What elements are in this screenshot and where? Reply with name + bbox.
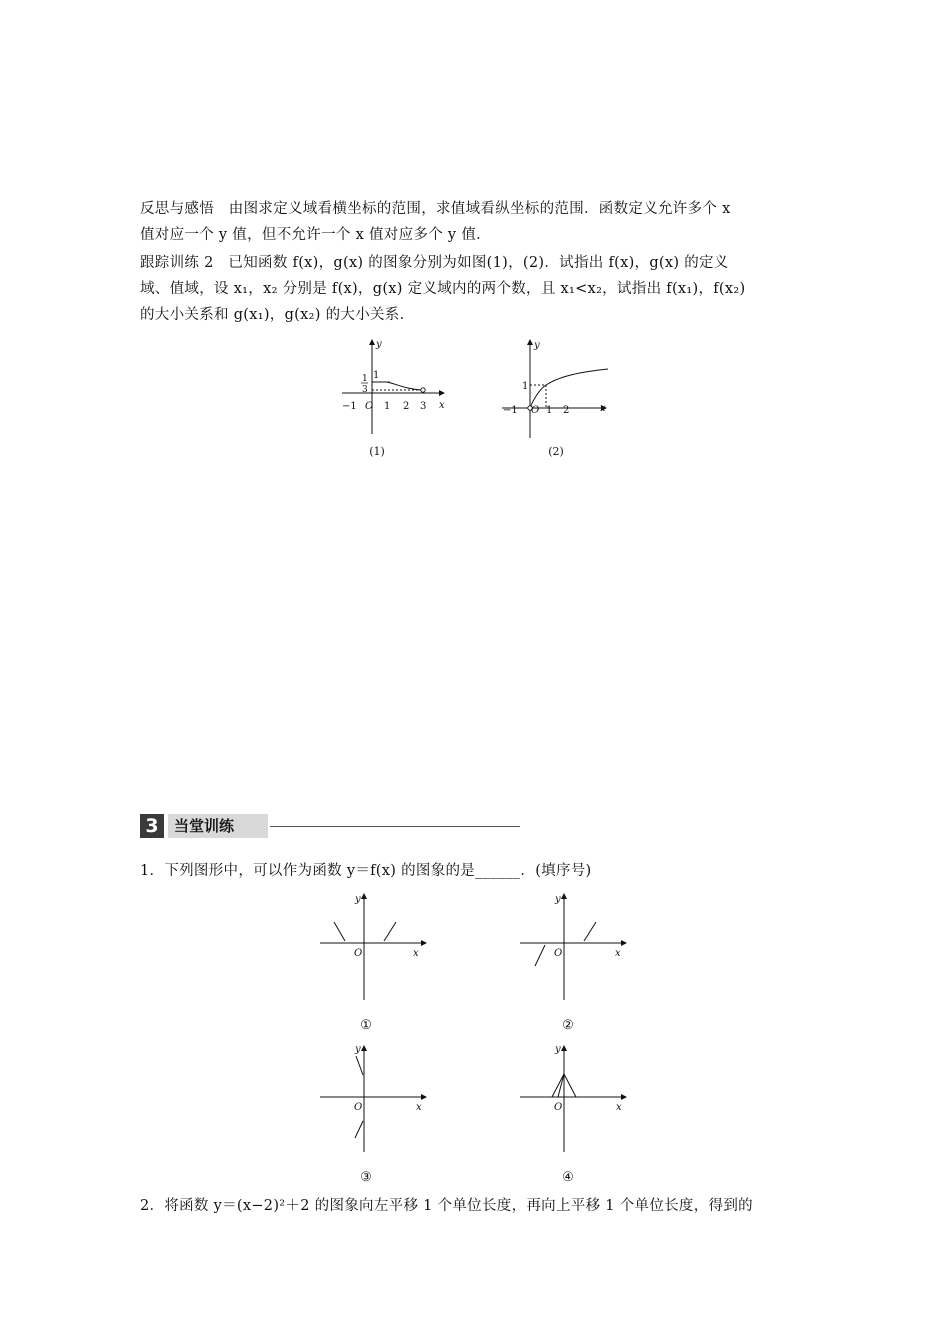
x-axis-label: x xyxy=(600,403,606,414)
tick-3: 3 xyxy=(420,401,427,412)
x-axis-label: x xyxy=(616,1102,622,1113)
y-axis-label: y xyxy=(534,340,540,351)
label-frac-den: 3 xyxy=(362,385,368,395)
origin-label: O xyxy=(554,1102,563,1113)
section-title: 当堂训练 xyxy=(168,814,268,838)
y-axis-label: y xyxy=(355,894,361,905)
tick-neg1: −1 xyxy=(342,401,357,412)
y-axis-label: y xyxy=(355,1044,361,1055)
origin-label: O xyxy=(354,1102,363,1113)
y-axis-label: y xyxy=(376,339,382,350)
graph-segment-right xyxy=(584,922,596,941)
x-axis-label: x xyxy=(413,948,419,959)
graph-segment-upper xyxy=(356,1056,363,1075)
question-1: 1．下列图形中，可以作为函数 y＝f(x) 的图象的是______．(填序号) xyxy=(140,863,592,879)
label-frac-num: 1 xyxy=(362,374,368,384)
label-y1: 1 xyxy=(522,381,529,392)
q1-option-1-graph xyxy=(318,890,430,1002)
open-endpoint xyxy=(421,388,425,392)
reflection-line-1: 反思与感悟 由图求定义域看横坐标的范围，求值域看纵坐标的范围．函数定义允许多个 x xyxy=(140,201,731,217)
y-axis-label: y xyxy=(555,1044,561,1055)
tick-2: 2 xyxy=(403,401,410,412)
q1-option-4-graph xyxy=(518,1042,630,1154)
origin-label: O xyxy=(554,948,563,959)
q1-option-2-label: ② xyxy=(562,1018,574,1033)
figure-1-caption: (1) xyxy=(369,445,385,458)
x-axis-label: x xyxy=(416,1102,422,1113)
reflection-line-2: 值对应一个 y 值，但不允许一个 x 值对应多个 y 值． xyxy=(140,227,491,243)
tick-neg1: −1 xyxy=(503,405,518,416)
graph-segment-lower xyxy=(355,1121,363,1138)
origin-label: O xyxy=(354,948,363,959)
training2-line-3: 的大小关系和 g(x₁)，g(x₂) 的大小关系． xyxy=(140,307,415,323)
q1-option-3-graph xyxy=(318,1042,430,1154)
graph-segment-left xyxy=(535,945,545,966)
q1-option-2-graph xyxy=(518,890,630,1002)
q1-option-1-label: ① xyxy=(360,1018,372,1033)
origin-label: O xyxy=(531,405,540,416)
curve-g xyxy=(530,369,608,408)
tick-2: 2 xyxy=(563,405,570,416)
section-number: 3 xyxy=(140,814,164,838)
tick-1: 1 xyxy=(384,401,391,412)
question-2: 2．将函数 y＝(x−2)²＋2 的图象向左平移 1 个单位长度，再向上平移 1 个单位长度，得到的 xyxy=(140,1198,753,1214)
reflection-paragraph xyxy=(140,196,820,248)
section-rule xyxy=(270,826,520,827)
tick-1: 1 xyxy=(546,405,553,416)
x-axis-label: x xyxy=(615,948,621,959)
training2-line-2: 域、值域，设 x₁，x₂ 分别是 f(x)，g(x) 定义域内的两个数，且 x₁<x₂，试指出 f(x₁)，f(x₂) xyxy=(140,281,746,297)
graph-segment-left xyxy=(334,922,345,941)
curve-f xyxy=(372,382,422,390)
training2-paragraph xyxy=(140,250,820,328)
y-axis-label: y xyxy=(555,894,561,905)
training2-line-1: 跟踪训练 2 已知函数 f(x)，g(x) 的图象分别为如图(1)，(2)．试指出 f(x)，g(x) 的定义 xyxy=(140,255,729,271)
figure-2 xyxy=(500,336,620,441)
label-1-top: 1 xyxy=(373,370,380,381)
origin-label: O xyxy=(365,401,374,412)
q1-option-4-label: ④ xyxy=(562,1170,574,1185)
x-axis-label: x xyxy=(439,400,445,411)
section-header xyxy=(140,814,520,838)
figure-2-caption: (2) xyxy=(548,445,564,458)
q1-option-3-label: ③ xyxy=(360,1170,372,1185)
graph-segment-right xyxy=(384,922,396,941)
inner-segment xyxy=(558,1074,564,1097)
figure-1 xyxy=(336,336,456,436)
